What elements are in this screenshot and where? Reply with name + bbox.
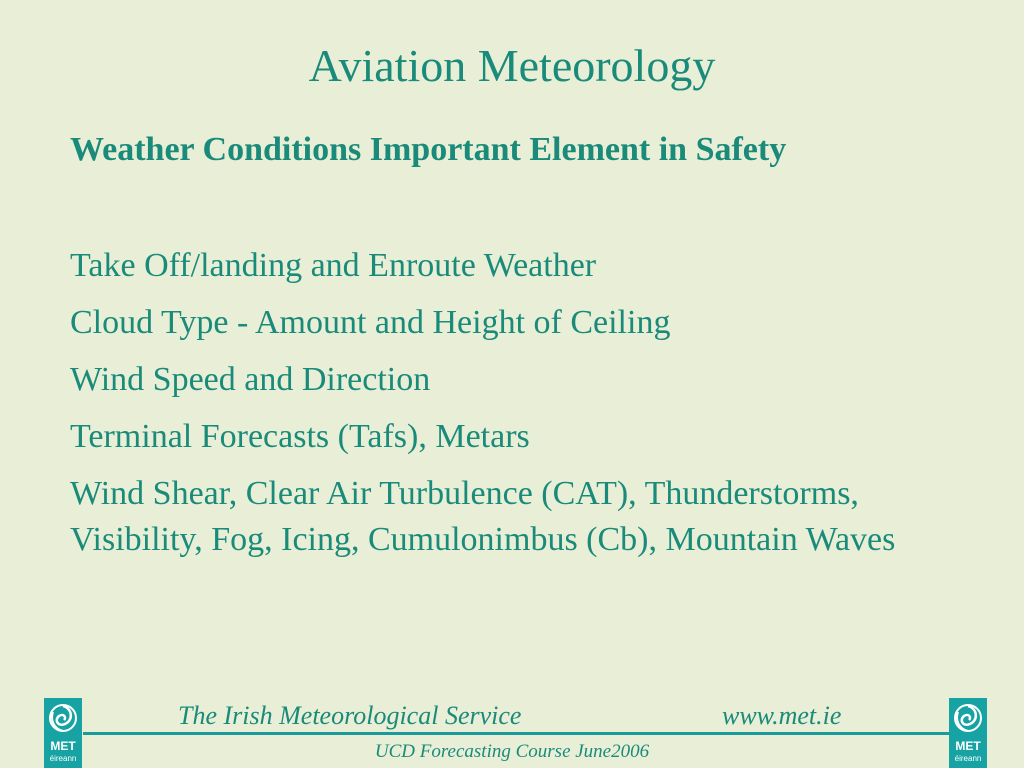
bullet-item: Take Off/landing and Enroute Weather [70,247,597,284]
swirl-icon [949,698,987,740]
logo-name: MET [50,739,76,753]
slide-title: Aviation Meteorology [308,40,716,91]
bullet-item: Cloud Type - Amount and Height of Ceiling [70,304,671,341]
bullet-item: Terminal Forecasts (Tafs), Metars [70,418,530,455]
logo-sub: éireann [954,754,982,763]
bullet-item: Wind Shear, Clear Air Turbulence (CAT), Thunderstorms, Visibility, Fog, Icing, Cumulonimbus (Cb), Mountain Waves [70,475,896,558]
footer-website: www.met.ie [722,701,842,730]
footer-course: UCD Forecasting Course June2006 [374,741,650,762]
footer-organization: The Irish Meteorological Service [178,701,522,730]
swirl-icon [44,698,82,740]
footer-divider [83,732,949,735]
bullet-list [70,243,960,574]
logo-name: MET [955,739,981,753]
bullet-item: Wind Speed and Direction [70,361,431,398]
logo-sub: éireann [49,754,77,763]
slide-subtitle: Weather Conditions Important Element in Safety [70,131,787,168]
